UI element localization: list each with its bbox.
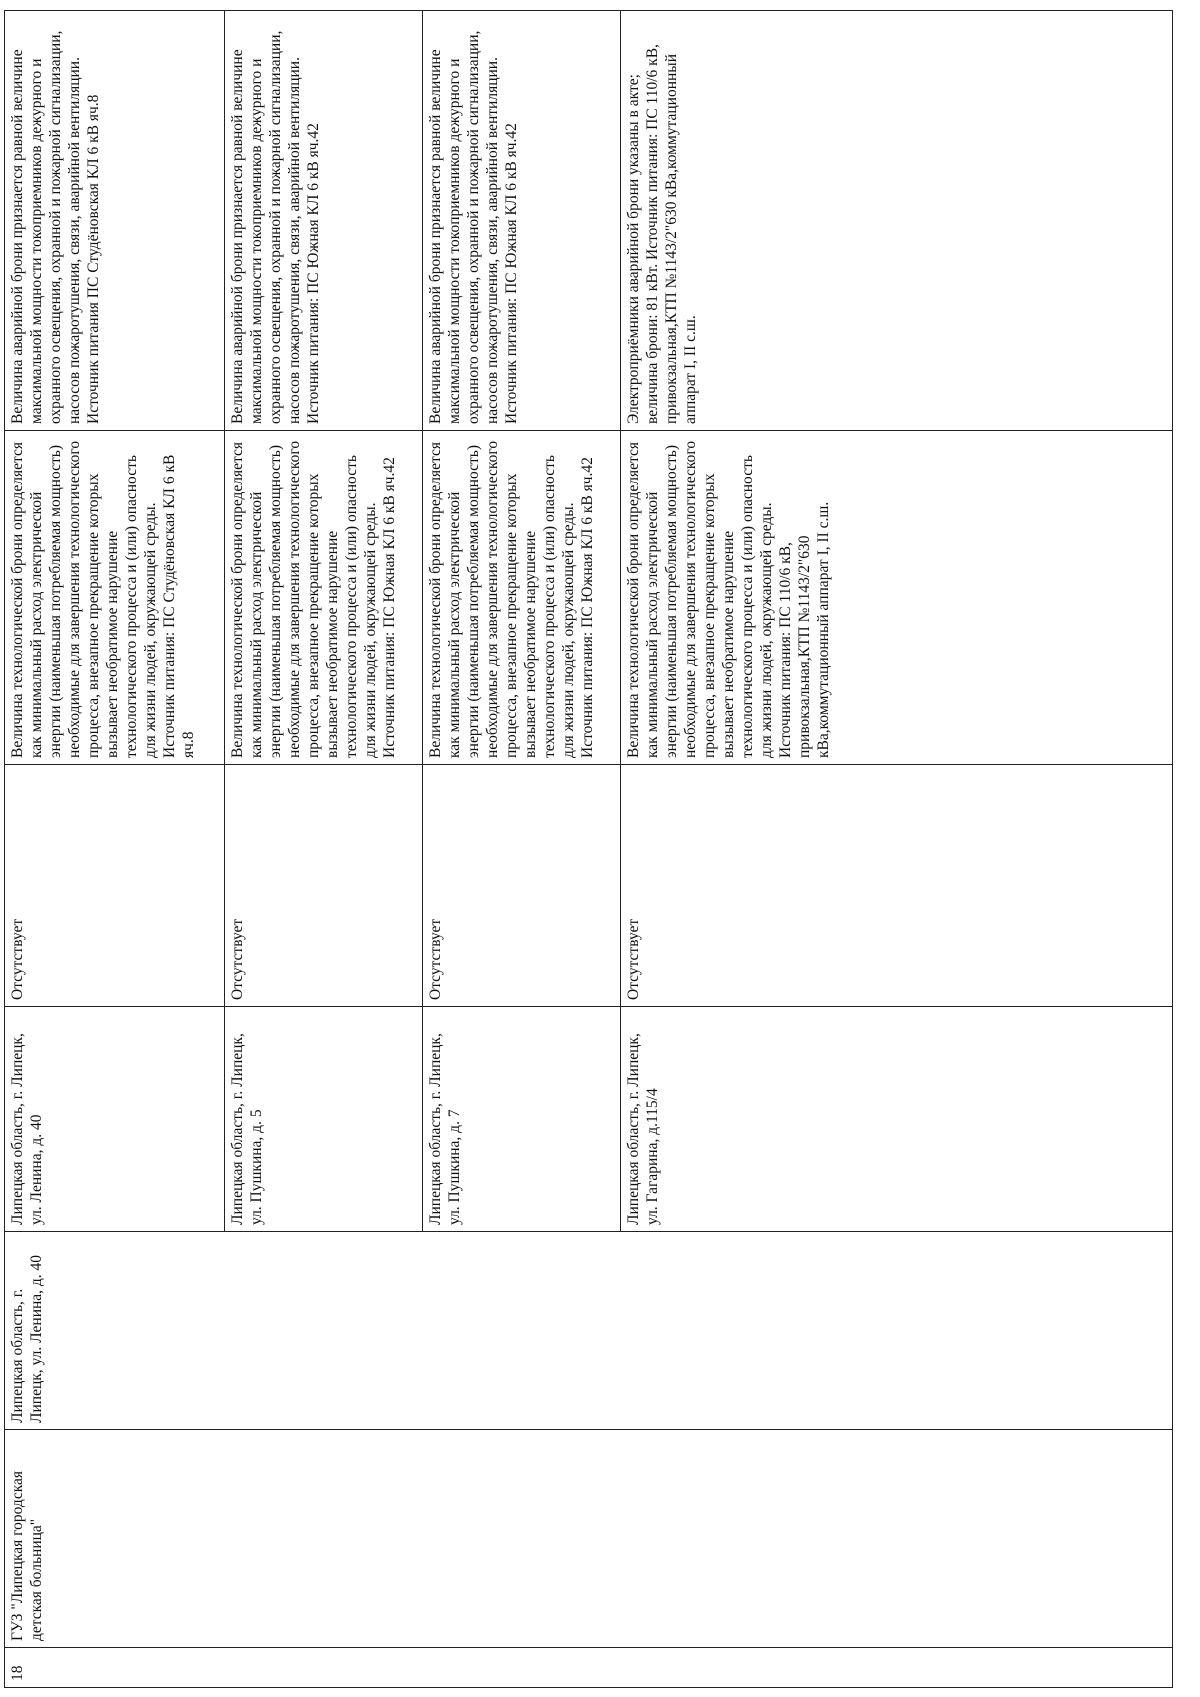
legal-address: Липецкая область, г. Липецк, ул. Ленина, д. 40 [5, 1232, 1173, 1430]
site-status: Отсутствует [5, 765, 225, 1007]
emergency-reserve: Величина аварийной брони признается равной величине максимальной мощности токоприемников дежурного и охранного освещения, охранной и пожарной сигнализации, насосов пожаротушения, связи, аварийной вентиляции. Источник питания ПС Студёновская КЛ 6 кВ яч.8 [5, 11, 225, 431]
tech-reserve: Величина технологической брони определяется как минимальный расход электрической энергии (наименьшая потребляемая мощность) необходимые для завершения технологического процесса, внезапное прекращение которых вызывает необратимое нарушение технологического процесса и (или) опасность для жизни людей, окружающей среды. Источник питания: ПС Южная КЛ 6 кВ яч.42 [423, 431, 621, 765]
site-status: Отсутствует [225, 765, 423, 1007]
rotated-page [4, 11, 1172, 1688]
site-address: Липецкая область, г. Липецк, ул. Пушкина, д. 5 [225, 1007, 423, 1232]
row-number: 18 [5, 1648, 1173, 1688]
site-status: Отсутствует [423, 765, 621, 1007]
emergency-reserve: Величина аварийной брони признается равной величине максимальной мощности токоприемников дежурного и охранного освещения, охранной и пожарной сигнализации, насосов пожаротушения, связи, аварийной вентиляции. Источник питания: ПС Южная КЛ 6 кВ яч.42 [423, 11, 621, 431]
table-row [5, 11, 225, 1688]
site-address: Липецкая область, г. Липецк, ул. Гагарина, д.115/4 [621, 1007, 1173, 1232]
emergency-reserve: Электроприёмники аварийной брони указаны в акте; величина брони: 81 кВт. Источник питания: ПС 110/6 кВ, привокзальная,КТП №1143/2"630 кВа,коммутационный аппарат I, II с.ш. [621, 11, 1173, 431]
tech-reserve: Величина технологической брони определяется как минимальный расход электрической энергии (наименьшая потребляемая мощность) необходимые для завершения технологического процесса, внезапное прекращение которых вызывает необратимое нарушение технологического процесса и (или) опасность для жизни людей, окружающей среды. Источник питания: ПС Студёновская КЛ 6 кВ яч.8 [5, 431, 225, 765]
site-status: Отсутствует [621, 765, 1173, 1007]
tech-reserve: Величина технологической брони определяется как минимальный расход электрической энергии (наименьшая потребляемая мощность) необходимые для завершения технологического процесса, внезапное прекращение которых вызывает необратимое нарушение технологического процесса и (или) опасность для жизни людей, окружающей среды. Источник питания: ПС Южная КЛ 6 кВ яч.42 [225, 431, 423, 765]
site-address: Липецкая область, г. Липецк, ул. Ленина, д. 40 [5, 1007, 225, 1232]
tech-reserve: Величина технологической брони определяется как минимальный расход электрической энергии (наименьшая потребляемая мощность) необходимые для завершения технологического процесса, внезапное прекращение которых вызывает необратимое нарушение технологического процесса и (или) опасность для жизни людей, окружающей среды. Источник питания: ПС 110/6 кВ, привокзальная,КТП №1143/2"630 кВа,коммутационный аппарат I, II с.ш. [621, 431, 1173, 765]
site-address: Липецкая область, г. Липецк, ул. Пушкина, д. 7 [423, 1007, 621, 1232]
reserve-table [4, 10, 1173, 1688]
emergency-reserve: Величина аварийной брони признается равной величине максимальной мощности токоприемников дежурного и охранного освещения, охранной и пожарной сигнализации, насосов пожаротушения, связи, аварийной вентиляции. Источник питания: ПС Южная КЛ 6 кВ яч.42 [225, 11, 423, 431]
organization-name: ГУЗ "Липецкая городская детская больница" [5, 1430, 1173, 1648]
